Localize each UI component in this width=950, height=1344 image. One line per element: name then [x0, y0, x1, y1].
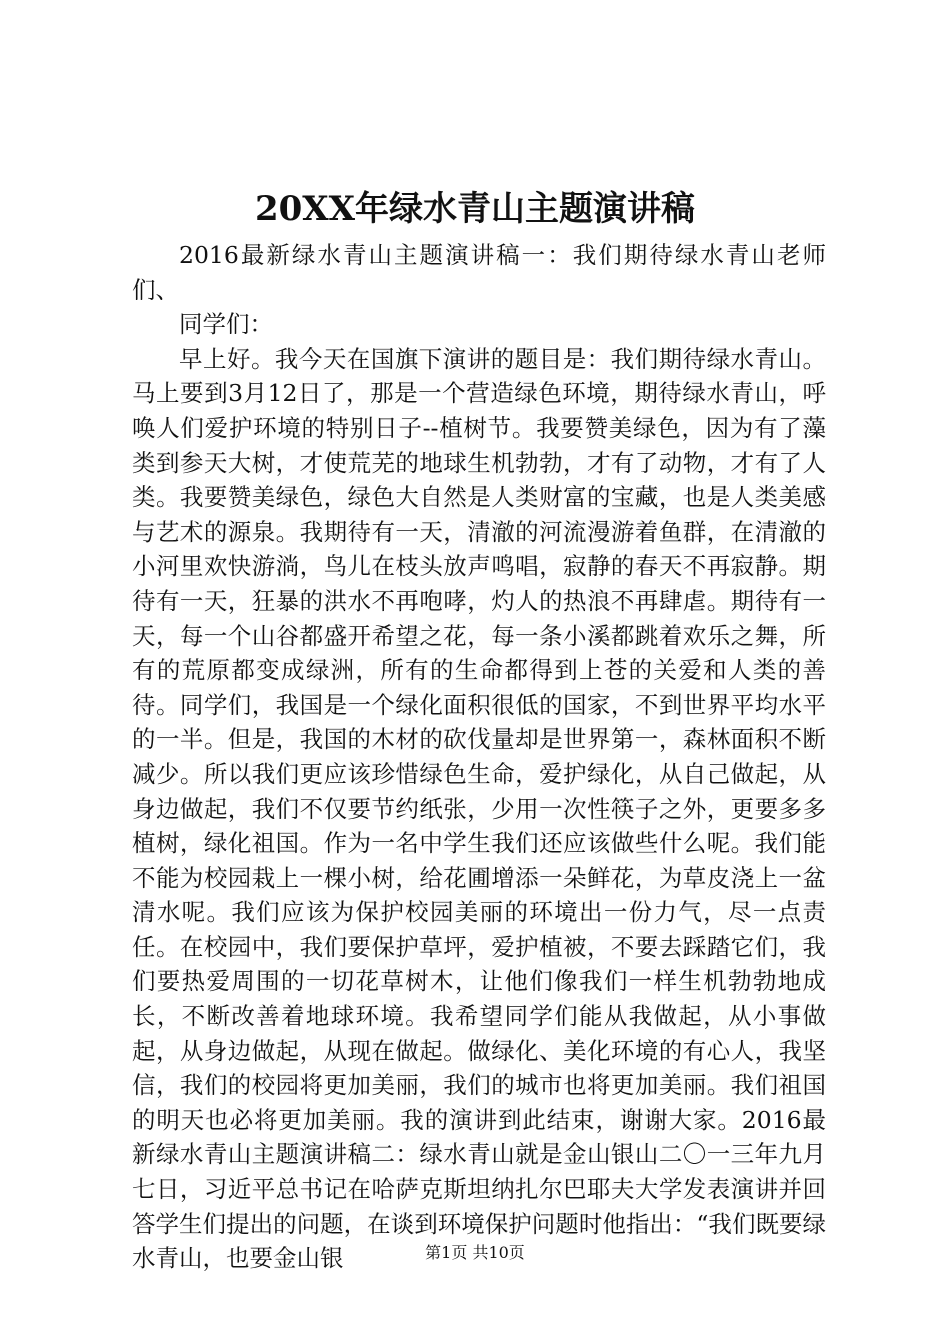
paragraph-body: 早上好。我今天在国旗下演讲的题目是：我们期待绿水青山。马上要到3月12日了，那是一个营造绿色环境，期待绿水青山，呼唤人们爱护环境的特别日子--植树节。我要赞美绿色，因为有了藻类到参天大树，才使荒芜的地球生机勃勃，才有了动物，才有了人类。我要赞美绿色，绿色大自然是人类财富的宝藏，也是人类美感与艺术的源泉。我期待有一天，清澈的河流漫游着鱼群，在清澈的小河里欢快游淌，鸟儿在枝头放声鸣唱，寂静的春天不再寂静。期待有一天，狂暴的洪水不再咆哮，灼人的热浪不再肆虐。期待有一天，每一个山谷都盛开希望之花，每一条小溪都跳着欢乐之舞，所有的荒原都变成绿洲，所有的生命都得到上苍的关爱和人类的善待。同学们，我国是一个绿化面积很低的国家，不到世界平均水平的一半。但是，我国的木材的砍伐量却是世界第一，森林面积不断减少。所以我们更应该珍惜绿色生命，爱护绿化，从自己做起，从身边做起，我们不仅要节约纸张，少用一次性筷子之外，更要多多植树，绿化祖国。作为一名中学生我们还应该做些什么呢。我们能不能为校园栽上一棵小树，给花圃增添一朵鲜花，为草皮浇上一盆清水呢。我们应该为保护校园美丽的环境出一份力气，尽一点责任。在校园中，我们要保护草坪，爱护植被，不要去踩踏它们，我们要热爱周围的一切花草树木，让他们像我们一样生机勃勃地成长，不断改善着地球环境。我希望同学们能从我做起，从小事做起，从身边做起，从现在做起。做绿化、美化环境的有心人，我坚信，我们的校园将更加美丽，我们的城市也将更加美丽。我们祖国的明天也必将更加美丽。我的演讲到此结束，谢谢大家。2016最新绿水青山主题演讲稿二：绿水青山就是金山银山二〇一三年九月七日，习近平总书记在哈萨克斯坦纳扎尔巴耶夫大学发表演讲并回答学生们提出的问题，在谈到环境保护问题时他指出：“我们既要绿水青山，也要金山银	[132, 344, 826, 1273]
page-title: 20XX年绿水青山主题演讲稿	[254, 189, 696, 229]
paragraph-greeting: 同学们：	[179, 310, 273, 339]
document-body	[132, 238, 826, 1276]
page-number-footer: 第1页 共10页	[425, 1243, 525, 1262]
paragraph-salutation: 2016最新绿水青山主题演讲稿一：我们期待绿水青山老师们、	[132, 241, 826, 304]
